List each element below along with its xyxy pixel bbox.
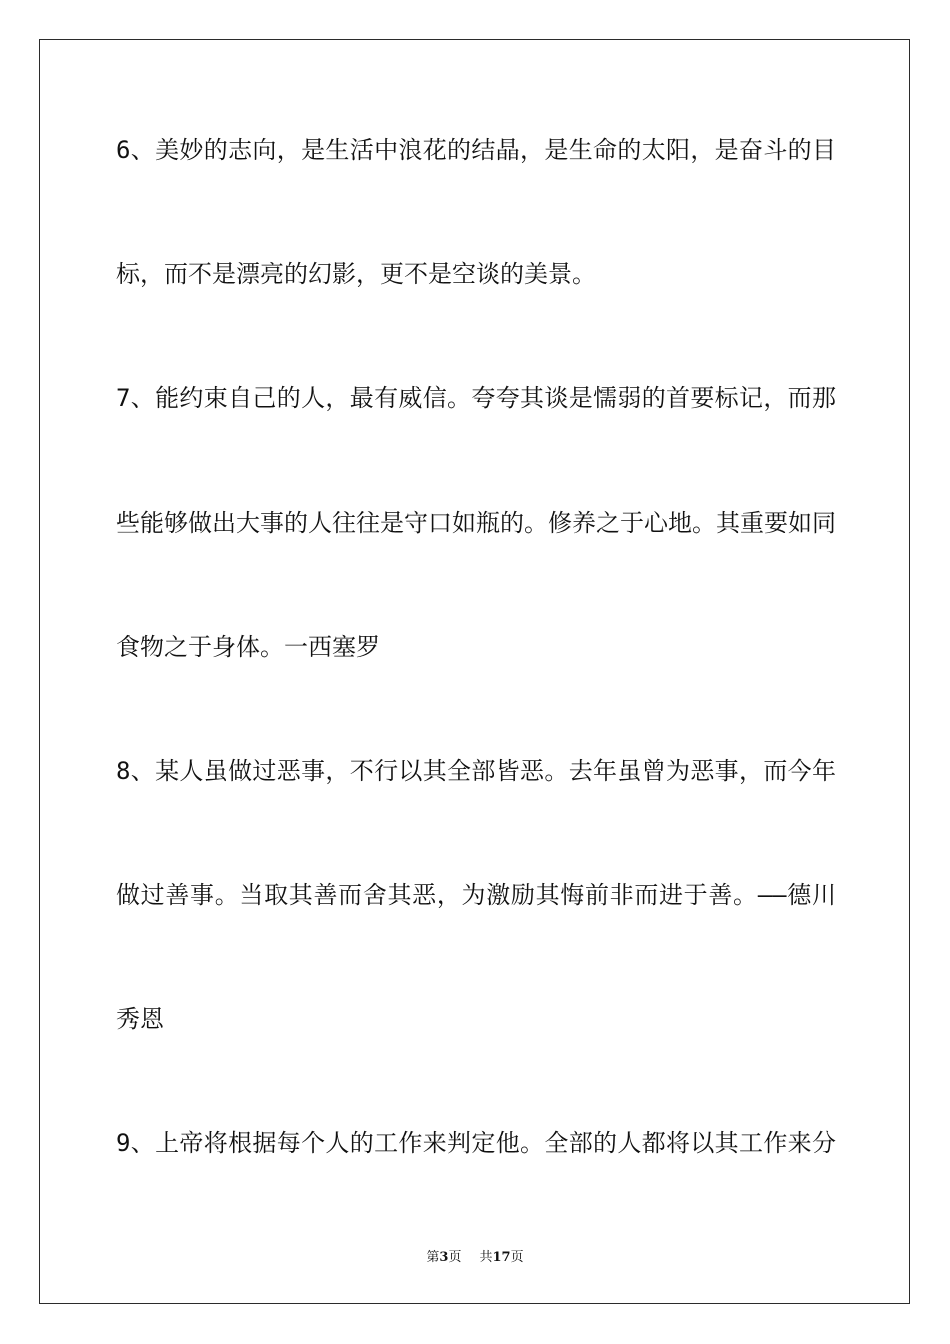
- text-line-4: 些能够做出大事的人往往是守口如瓶的。修养之于心地。其重要如同: [116, 509, 836, 537]
- page-border: [39, 39, 910, 1304]
- total-prefix: 共: [479, 1250, 493, 1265]
- page-prefix: 第: [426, 1250, 440, 1265]
- text-line-5: 食物之于身体。一西塞罗: [116, 633, 380, 661]
- total-pages: 17: [492, 1250, 511, 1265]
- text-line-6: 8、某人虽做过恶事，不行以其全部皆恶。去年虽曾为恶事，而今年: [116, 757, 836, 785]
- text-line-7: 做过善事。当取其善而舍其恶，为激励其悔前非而进于善。——德川: [116, 881, 836, 909]
- page-footer: [0, 1246, 950, 1265]
- text-line-3: 7、能约束自己的人，最有威信。夸夸其谈是懦弱的首要标记，而那: [116, 384, 836, 412]
- text-line-1: 6、美妙的志向，是生活中浪花的结晶，是生命的太阳，是奋斗的目: [116, 136, 836, 164]
- page-number: 3: [439, 1250, 449, 1265]
- text-line-8: 秀恩: [116, 1005, 164, 1033]
- total-suffix: 页: [510, 1250, 524, 1265]
- text-line-9: 9、上帝将根据每个人的工作来判定他。全部的人都将以其工作来分: [116, 1129, 836, 1157]
- page-suffix: 页: [448, 1250, 462, 1265]
- text-line-2: 标，而不是漂亮的幻影，更不是空谈的美景。: [116, 260, 596, 288]
